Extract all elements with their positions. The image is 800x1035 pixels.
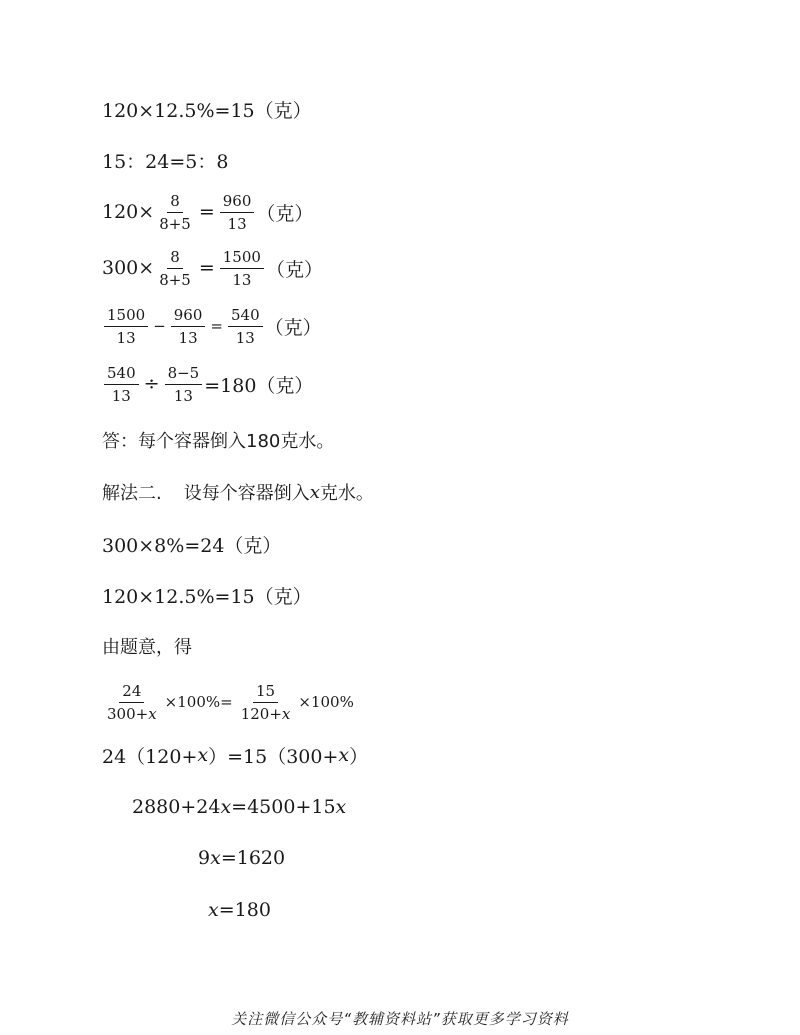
equation-part: 9 [198, 847, 211, 869]
fraction-denominator: 8+5 [159, 270, 191, 289]
fraction-denominator: 13 [116, 328, 136, 347]
equation-text: 300×8%=24（克） [102, 534, 282, 557]
fraction-denominator: 13 [232, 270, 252, 289]
fraction-denominator: 8+5 [159, 214, 191, 233]
method-two-line [102, 470, 374, 514]
variable-x: x [148, 704, 157, 723]
equation-part: ） [349, 745, 369, 768]
line-16 [208, 888, 271, 932]
denominator-part: 300+ [107, 704, 149, 723]
line-9 [102, 522, 281, 566]
equation-part: =1620 [220, 847, 286, 869]
variable-x: x [335, 796, 347, 818]
fraction [165, 364, 203, 405]
fraction [104, 364, 139, 405]
fraction-denominator: 13 [235, 328, 255, 347]
unit-text: （克） [256, 202, 314, 225]
fraction [156, 192, 194, 233]
equation-part: ×100%= [164, 693, 233, 711]
equation-part: ）=15（300+ [208, 745, 339, 768]
equals-sign: = [210, 317, 223, 335]
equals-sign: = [198, 201, 215, 223]
unit-text: （克） [265, 258, 323, 281]
fraction [238, 682, 294, 723]
fraction-numerator: 8−5 [165, 364, 203, 385]
unit-text: （克） [264, 316, 322, 339]
fraction [104, 306, 148, 347]
equation-part: 300× [102, 257, 155, 279]
line-15 [198, 836, 285, 880]
ratio-text: 15：24=5：8 [102, 150, 229, 173]
equation-part: =4500+15 [231, 796, 336, 818]
fraction-denominator: 13 [178, 328, 198, 347]
equation-text: 120×12.5%=15（克） [102, 99, 312, 122]
fraction-numerator: 8 [167, 192, 183, 213]
line-6 [102, 362, 313, 406]
fraction-denominator [238, 703, 294, 723]
method-label: 解法二. [102, 483, 162, 504]
minus-sign: − [153, 317, 166, 335]
fraction-numerator: 1500 [104, 306, 148, 327]
fraction [220, 192, 255, 233]
line-1 [102, 87, 312, 131]
by-meaning-line [102, 624, 192, 668]
answer-text: 答：每个容器倒入180克水。 [102, 431, 335, 452]
fraction-numerator: 15 [253, 682, 278, 703]
equation-part: =180 [218, 899, 271, 921]
fraction [220, 248, 264, 289]
fraction-numerator: 960 [220, 192, 255, 213]
equals-sign: = [198, 257, 215, 279]
equation-text: 120×12.5%=15（克） [102, 585, 312, 608]
line-4 [102, 246, 323, 290]
fraction-numerator: 540 [228, 306, 263, 327]
fraction-denominator: 13 [227, 214, 247, 233]
fraction [156, 248, 194, 289]
equation-part: =180（克） [204, 374, 314, 397]
variable-x: x [210, 847, 221, 869]
footer-note: 关注微信公众号“教辅资料站”获取更多学习资料 [231, 1010, 569, 1028]
fraction-numerator: 24 [119, 682, 144, 703]
line-3 [102, 190, 313, 234]
equation-part: 120× [102, 201, 155, 223]
line-10 [102, 573, 312, 617]
variable-x: x [208, 899, 219, 921]
method-text: 设每个容器倒入 [183, 483, 310, 504]
fraction-numerator: 960 [171, 306, 206, 327]
equation-part: ×100% [298, 693, 354, 711]
fraction-denominator [104, 703, 160, 723]
fraction-denominator: 13 [173, 386, 193, 405]
fraction [228, 306, 263, 347]
variable-x: x [220, 796, 232, 818]
fraction-numerator: 8 [167, 248, 183, 269]
variable-x: x [309, 481, 320, 503]
line-13 [102, 733, 368, 777]
fraction-numerator: 540 [104, 364, 139, 385]
divide-sign: ÷ [143, 373, 160, 395]
line-14 [132, 785, 346, 829]
answer-line [102, 418, 334, 462]
fraction [104, 682, 160, 723]
statement-text: 由题意，得 [102, 637, 192, 658]
variable-x: x [281, 704, 291, 723]
denominator-part: 120+ [240, 704, 282, 723]
line-12 [102, 680, 357, 724]
fraction [171, 306, 206, 347]
equation-part: 2880+24 [132, 796, 221, 818]
equation-part: 24（120+ [102, 745, 198, 768]
line-5 [102, 304, 322, 348]
fraction-denominator: 13 [111, 386, 131, 405]
variable-x: x [338, 744, 350, 766]
method-text: 克水。 [319, 483, 374, 504]
line-2 [102, 138, 228, 182]
fraction-numerator: 1500 [220, 248, 264, 269]
variable-x: x [197, 744, 209, 766]
